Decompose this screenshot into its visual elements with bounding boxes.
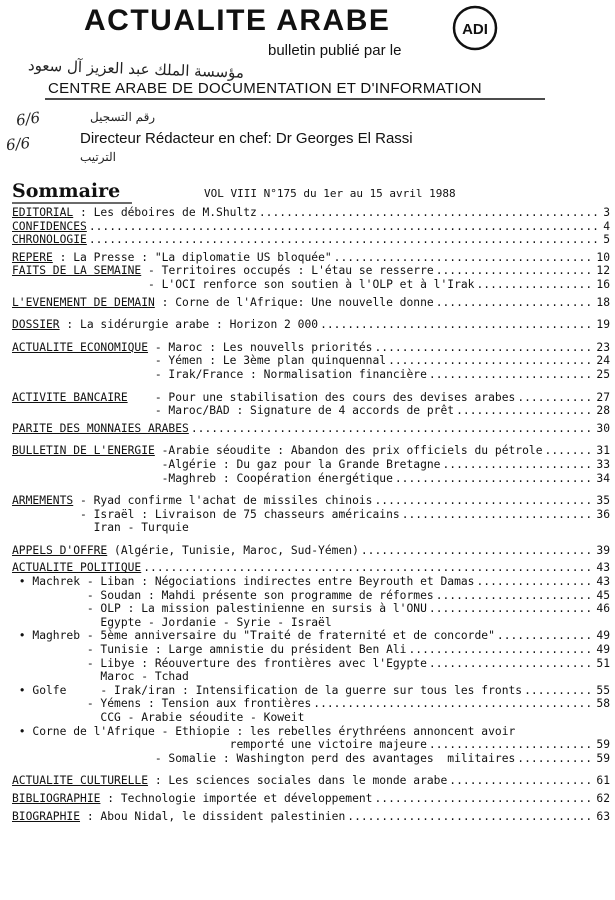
- toc-entry-text: CCG - Arabie séoudite - Koweit: [12, 711, 305, 724]
- toc-entry: [12, 296, 610, 310]
- toc-leader-dots: [334, 251, 595, 265]
- toc-entry: [12, 657, 610, 671]
- toc-entry: [12, 472, 610, 486]
- toc-page-number: 43: [596, 575, 610, 589]
- toc-page-number: 19: [596, 318, 610, 332]
- toc-entry: [12, 458, 610, 472]
- toc-entry: [12, 684, 610, 698]
- toc-entry: [12, 697, 610, 711]
- sommaire-heading: Sommaire: [12, 180, 121, 202]
- toc-entry: [12, 422, 610, 436]
- toc-entry: [12, 354, 610, 368]
- toc-entry-text: - Yémen : Le 3ème plan quinquennal: [12, 354, 387, 368]
- toc-entry-text: : La sidérurgie arabe : Horizon 2 000: [59, 318, 319, 332]
- toc-section-title: ACTIVITE BANCAIRE: [12, 390, 128, 404]
- toc-leader-dots: [361, 544, 595, 558]
- toc-leader-dots: [449, 774, 594, 788]
- toc-entry-text: -Arabie séoudite : Abandon des prix officiels du pétrole: [154, 444, 543, 458]
- toc-page-number: 30: [596, 421, 610, 435]
- toc-leader-dots: [89, 220, 601, 234]
- toc-entry-text: - L'OCI renforce son soutien à l'OLP et à l'Irak: [12, 277, 475, 291]
- toc-leader-dots: [374, 341, 594, 355]
- toc-entry-text: (Algérie, Tunisie, Maroc, Sud-Yémen): [107, 543, 359, 557]
- toc-leader-dots: [442, 458, 594, 472]
- toc-section-title: BULLETIN DE L'ENERGIE: [12, 444, 155, 458]
- toc-entry: [12, 629, 610, 643]
- toc-entry: [12, 251, 610, 265]
- toc-leader-dots: [313, 697, 594, 711]
- toc-section-title: CONFIDENCES: [12, 219, 87, 233]
- toc-section-title: PARITE DES MONNAIES ARABES: [12, 421, 189, 435]
- toc-leader-dots: [408, 643, 594, 657]
- toc-page-number: 27: [596, 390, 610, 404]
- toc-page-number: 31: [596, 444, 610, 458]
- toc-leader-dots: [374, 792, 594, 806]
- toc-entry-text: -Algérie : Du gaz pour la Grande Bretagne: [12, 457, 441, 471]
- table-of-contents: [12, 206, 610, 823]
- toc-entry-text: - Territoires occupés : L'étau se resserre: [141, 264, 434, 278]
- organization-name: CENTRE ARABE DE DOCUMENTATION ET D'INFORMATION: [48, 80, 482, 97]
- toc-entry-text: • Machrek - Liban : Négociations indirectes entre Beyrouth et Damas: [12, 575, 475, 589]
- publication-subtitle: bulletin publié par le: [268, 42, 402, 59]
- toc-entry-text: Maroc - Tchad: [12, 670, 189, 684]
- toc-entry-text: - Israël : Livraison de 75 chasseurs américains: [12, 507, 400, 521]
- toc-section-title: CHRONOLOGIE: [12, 233, 87, 247]
- toc-leader-dots: [429, 602, 595, 616]
- sommaire-underline: [12, 201, 132, 205]
- toc-entry: [12, 810, 610, 824]
- toc-leader-dots: [259, 206, 601, 220]
- toc-section-title: BIOGRAPHIE: [12, 809, 81, 823]
- toc-entry: [12, 278, 610, 292]
- toc-leader-dots: [477, 575, 595, 589]
- toc-leader-dots: [436, 296, 595, 310]
- toc-entry: [12, 494, 610, 508]
- toc-page-number: 10: [596, 250, 610, 264]
- toc-entry-text: : Les sciences sociales dans le monde arabe: [148, 774, 448, 788]
- toc-leader-dots: [429, 657, 595, 671]
- toc-leader-dots: [347, 810, 594, 824]
- toc-entry: [12, 544, 610, 558]
- toc-entry-text: : Corne de l'Afrique: Une nouvelle donne: [154, 295, 434, 309]
- toc-page-number: 18: [596, 295, 610, 309]
- toc-entry-text: : Technologie importée et développement: [100, 791, 373, 805]
- toc-leader-dots: [517, 391, 594, 405]
- toc-leader-dots: [436, 264, 595, 278]
- toc-leader-dots: [320, 318, 594, 332]
- toc-section-title: ARMEMENTS: [12, 494, 74, 508]
- toc-page-number: 33: [596, 457, 610, 471]
- toc-leader-dots: [456, 404, 594, 418]
- toc-leader-dots: [429, 738, 595, 752]
- toc-entry-text: - Libye : Réouverture des frontières avec l'Egypte: [12, 656, 427, 670]
- toc-page-number: 58: [596, 697, 610, 711]
- toc-section-title: BIBLIOGRAPHIE: [12, 791, 101, 805]
- toc-spacer: [12, 485, 610, 494]
- toc-entry-text: : Les déboires de M.Shultz: [73, 206, 257, 219]
- toc-page-number: 61: [596, 774, 610, 788]
- toc-entry-text: - Ryad confirme l'achat de missiles chinois: [73, 494, 373, 508]
- toc-entry: [12, 404, 610, 418]
- toc-page-number: 34: [596, 471, 610, 485]
- toc-entry-text: - Somalie : Washington perd des avantages militaires: [12, 751, 516, 765]
- toc-page-number: 46: [596, 602, 610, 616]
- toc-section-title: REPERE: [12, 250, 53, 264]
- toc-page-number: 51: [596, 656, 610, 670]
- toc-section-title: DOSSIER: [12, 318, 60, 332]
- toc-leader-dots: [477, 278, 595, 292]
- adi-logo: [452, 5, 498, 51]
- toc-leader-dots: [191, 422, 595, 436]
- toc-page-number: 28: [596, 404, 610, 418]
- toc-page-number: 12: [596, 264, 610, 278]
- toc-page-number: 49: [596, 629, 610, 643]
- toc-leader-dots: [545, 444, 595, 458]
- toc-page-number: 23: [596, 340, 610, 354]
- toc-entry: [12, 738, 610, 752]
- toc-leader-dots: [374, 494, 594, 508]
- toc-page-number: 55: [596, 683, 610, 697]
- toc-section-title: ACTUALITE ECONOMIQUE: [12, 340, 149, 354]
- toc-page-number: 35: [596, 494, 610, 508]
- toc-page-number: 59: [596, 751, 610, 765]
- toc-leader-dots: [388, 354, 594, 368]
- toc-entry: [12, 561, 610, 575]
- toc-spacer: [12, 765, 610, 774]
- toc-leader-dots: [436, 589, 595, 603]
- toc-entry: [12, 752, 610, 766]
- toc-entry: [12, 341, 610, 355]
- toc-entry-text: - OLP : La mission palestinienne en sursis à l'ONU: [12, 602, 427, 616]
- toc-entry: [12, 318, 610, 332]
- toc-entry: [12, 206, 610, 220]
- toc-leader-dots: [429, 368, 595, 382]
- toc-entry-text: : Abou Nidal, le dissident palestinien: [80, 809, 346, 823]
- toc-page-number: 63: [596, 809, 610, 823]
- toc-section-title: L'EVENEMENT DE DEMAIN: [12, 295, 155, 309]
- toc-page-number: 49: [596, 643, 610, 657]
- toc-spacer: [12, 435, 610, 444]
- toc-entry: [12, 391, 610, 405]
- toc-entry: [12, 643, 610, 657]
- toc-leader-dots: [395, 472, 595, 486]
- toc-entry-text: • Maghreb - 5ème anniversaire du "Traité de fraternité et de concorde": [12, 629, 495, 643]
- toc-entry: [12, 508, 610, 522]
- toc-entry: [12, 725, 610, 739]
- editor-in-chief: Directeur Rédacteur en chef: Dr Georges El Rassi: [80, 130, 413, 147]
- header-rule: [45, 96, 545, 104]
- toc-entry-text: - Maroc : Les nouvells priorités: [148, 340, 373, 354]
- toc-entry-text: - Tunisie : Large amnistie du président Ben Ali: [12, 643, 407, 657]
- toc-page-number: 3: [603, 206, 610, 219]
- handwritten-number-2: 6/6: [5, 133, 32, 155]
- toc-leader-dots: [524, 684, 594, 698]
- toc-entry-text: : La Presse : "La diplomatie US bloquée": [52, 250, 332, 264]
- toc-section-title: APPELS D'OFFRE: [12, 543, 108, 557]
- toc-entry: [12, 670, 610, 684]
- toc-leader-dots: [517, 752, 594, 766]
- toc-entry: [12, 711, 610, 725]
- toc-section-title: ACTUALITE CULTURELLE: [12, 774, 149, 788]
- toc-entry-text: • Golfe - Irak/iran : Intensification de la guerre sur tous les fronts: [12, 683, 523, 697]
- toc-leader-dots: [89, 233, 601, 247]
- toc-entry-text: -Maghreb : Coopération énergétique: [12, 471, 393, 485]
- toc-leader-dots: [497, 629, 594, 643]
- toc-entry: [12, 792, 610, 806]
- library-stamp-arabic: مؤسسة الملك عبد العزيز آل سعود: [27, 56, 245, 82]
- toc-entry: [12, 575, 610, 589]
- toc-leader-dots: [402, 508, 595, 522]
- toc-entry-text: - Yémens : Tension aux frontières: [12, 697, 312, 711]
- toc-entry-text: - Maroc/BAD : Signature de 4 accords de prêt: [12, 404, 455, 418]
- toc-entry: [12, 589, 610, 603]
- toc-entry-text: remporté une victoire majeure: [12, 738, 427, 752]
- toc-page-number: 24: [596, 354, 610, 368]
- toc-entry: [12, 616, 610, 630]
- toc-page-number: 43: [596, 561, 610, 575]
- stamp-order-label: الترتيب: [80, 150, 116, 164]
- toc-spacer: [12, 332, 610, 341]
- toc-entry-text: Iran - Turquie: [12, 521, 189, 535]
- toc-entry: [12, 264, 610, 278]
- handwritten-number-1: 6/6: [14, 108, 42, 130]
- stamp-registration-label: رقم التسجيل: [90, 110, 156, 124]
- toc-section-title: FAITS DE LA SEMAINE: [12, 264, 142, 278]
- toc-entry: [12, 368, 610, 382]
- toc-section-title: ACTUALITE POLITIQUE: [12, 561, 142, 575]
- toc-page-number: 36: [596, 507, 610, 521]
- toc-page-number: 4: [603, 219, 610, 233]
- toc-entry: [12, 220, 610, 234]
- toc-spacer: [12, 535, 610, 544]
- publication-title: ACTUALITE ARABE: [84, 4, 391, 37]
- logo-text: ADI: [462, 21, 488, 38]
- toc-entry: [12, 602, 610, 616]
- toc-entry-text: - Pour une stabilisation des cours des devises arabes: [127, 390, 516, 404]
- toc-page-number: 5: [603, 233, 610, 247]
- toc-entry: [12, 774, 610, 788]
- toc-page-number: 39: [596, 543, 610, 557]
- toc-spacer: [12, 382, 610, 391]
- toc-section-title: EDITORIAL: [12, 206, 74, 219]
- toc-entry-text: Egypte - Jordanie - Syrie - Israël: [12, 615, 332, 629]
- toc-entry-text: - Soudan : Mahdi présente son programme de réformes: [12, 588, 434, 602]
- toc-entry-text: - Irak/France : Normalisation financière: [12, 367, 427, 381]
- toc-entry: [12, 233, 610, 247]
- toc-entry-text: • Corne de l'Afrique - Ethiopie : les rebelles érythréens annoncent avoir: [12, 724, 516, 738]
- toc-page-number: 59: [596, 738, 610, 752]
- toc-leader-dots: [143, 561, 594, 575]
- toc-page-number: 25: [596, 367, 610, 381]
- toc-page-number: 62: [596, 791, 610, 805]
- issue-info: VOL VIII N°175 du 1er au 15 avril 1988: [204, 187, 456, 200]
- toc-entry: [12, 521, 610, 535]
- toc-page-number: 16: [596, 277, 610, 291]
- toc-entry: [12, 444, 610, 458]
- toc-spacer: [12, 309, 610, 318]
- toc-page-number: 45: [596, 588, 610, 602]
